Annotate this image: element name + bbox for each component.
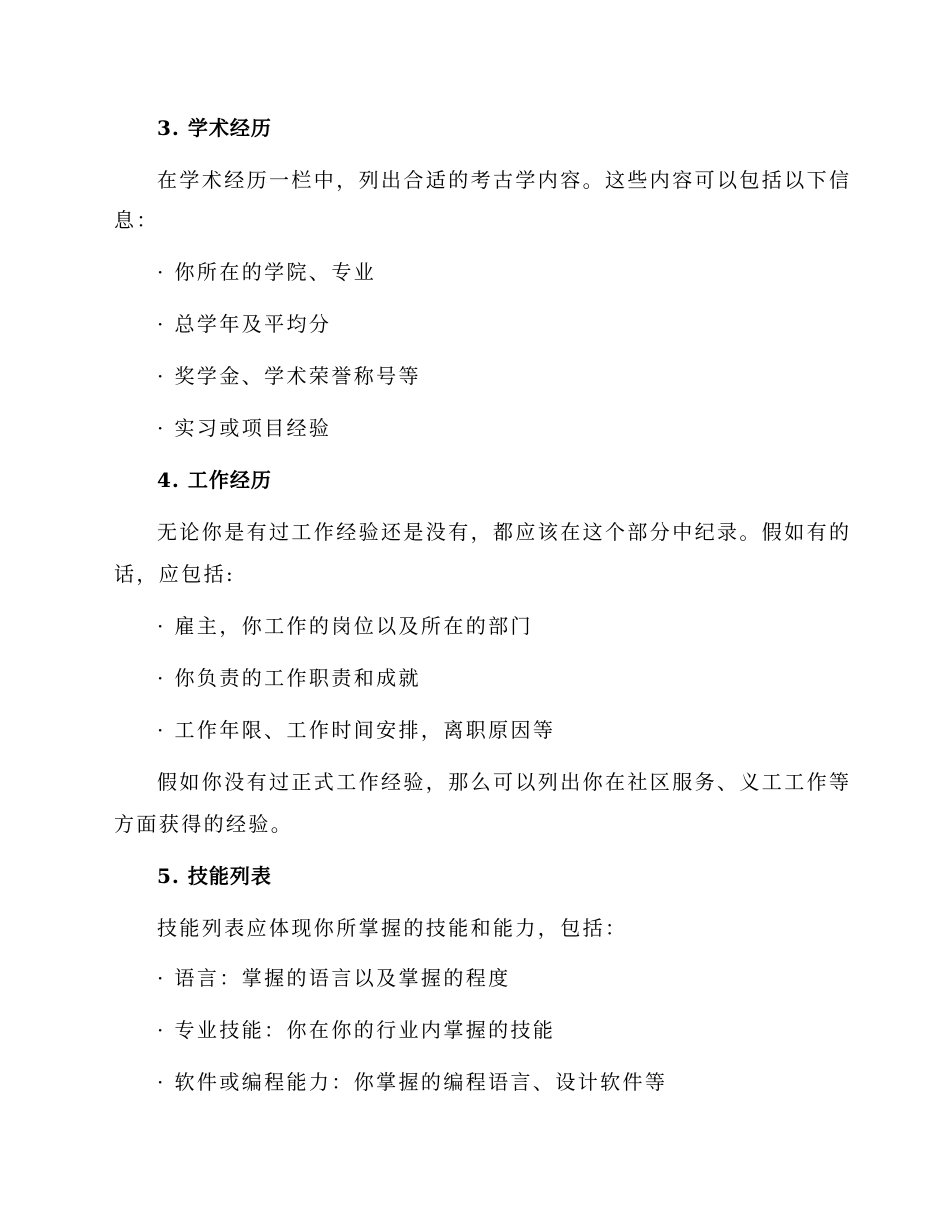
section-heading-skills: 5. 技能列表 — [157, 864, 272, 888]
list-item-academic-2: · 总学年及平均分 — [157, 312, 332, 336]
paragraph-work-intro-line1: 无论你是有过工作经验还是没有，都应该在这个部分中纪录。假如有的 — [157, 520, 852, 544]
paragraph-work-outro-line1: 假如你没有过正式工作经验，那么可以列出你在社区服务、义工工作等 — [157, 770, 852, 794]
list-item-skills-3: · 软件或编程能力：你掌握的编程语言、设计软件等 — [157, 1070, 668, 1094]
paragraph-academic-intro-line1: 在学术经历一栏中，列出合适的考古学内容。这些内容可以包括以下信 — [157, 168, 852, 192]
list-item-work-1: · 雇主，你工作的岗位以及所在的部门 — [157, 614, 533, 638]
list-item-work-3: · 工作年限、工作时间安排，离职原因等 — [157, 718, 556, 742]
list-item-academic-1: · 你所在的学院、专业 — [157, 260, 377, 284]
list-item-academic-3: · 奖学金、学术荣誉称号等 — [157, 364, 421, 388]
paragraph-academic-intro-line2: 息： — [114, 208, 159, 232]
paragraph-work-intro-line2: 话，应包括: — [114, 562, 236, 586]
list-item-work-2: · 你负责的工作职责和成就 — [157, 666, 421, 690]
list-item-skills-2: · 专业技能：你在你的行业内掌握的技能 — [157, 1018, 556, 1042]
list-item-academic-4: · 实习或项目经验 — [157, 416, 332, 440]
section-heading-academic: 3. 学术经历 — [157, 116, 272, 140]
paragraph-work-outro-line2: 方面获得的经验。 — [114, 812, 294, 836]
paragraph-skills-intro: 技能列表应体现你所掌握的技能和能力，包括： — [157, 916, 628, 940]
list-item-skills-1: · 语言：掌握的语言以及掌握的程度 — [157, 966, 511, 990]
section-heading-work: 4. 工作经历 — [157, 468, 272, 492]
